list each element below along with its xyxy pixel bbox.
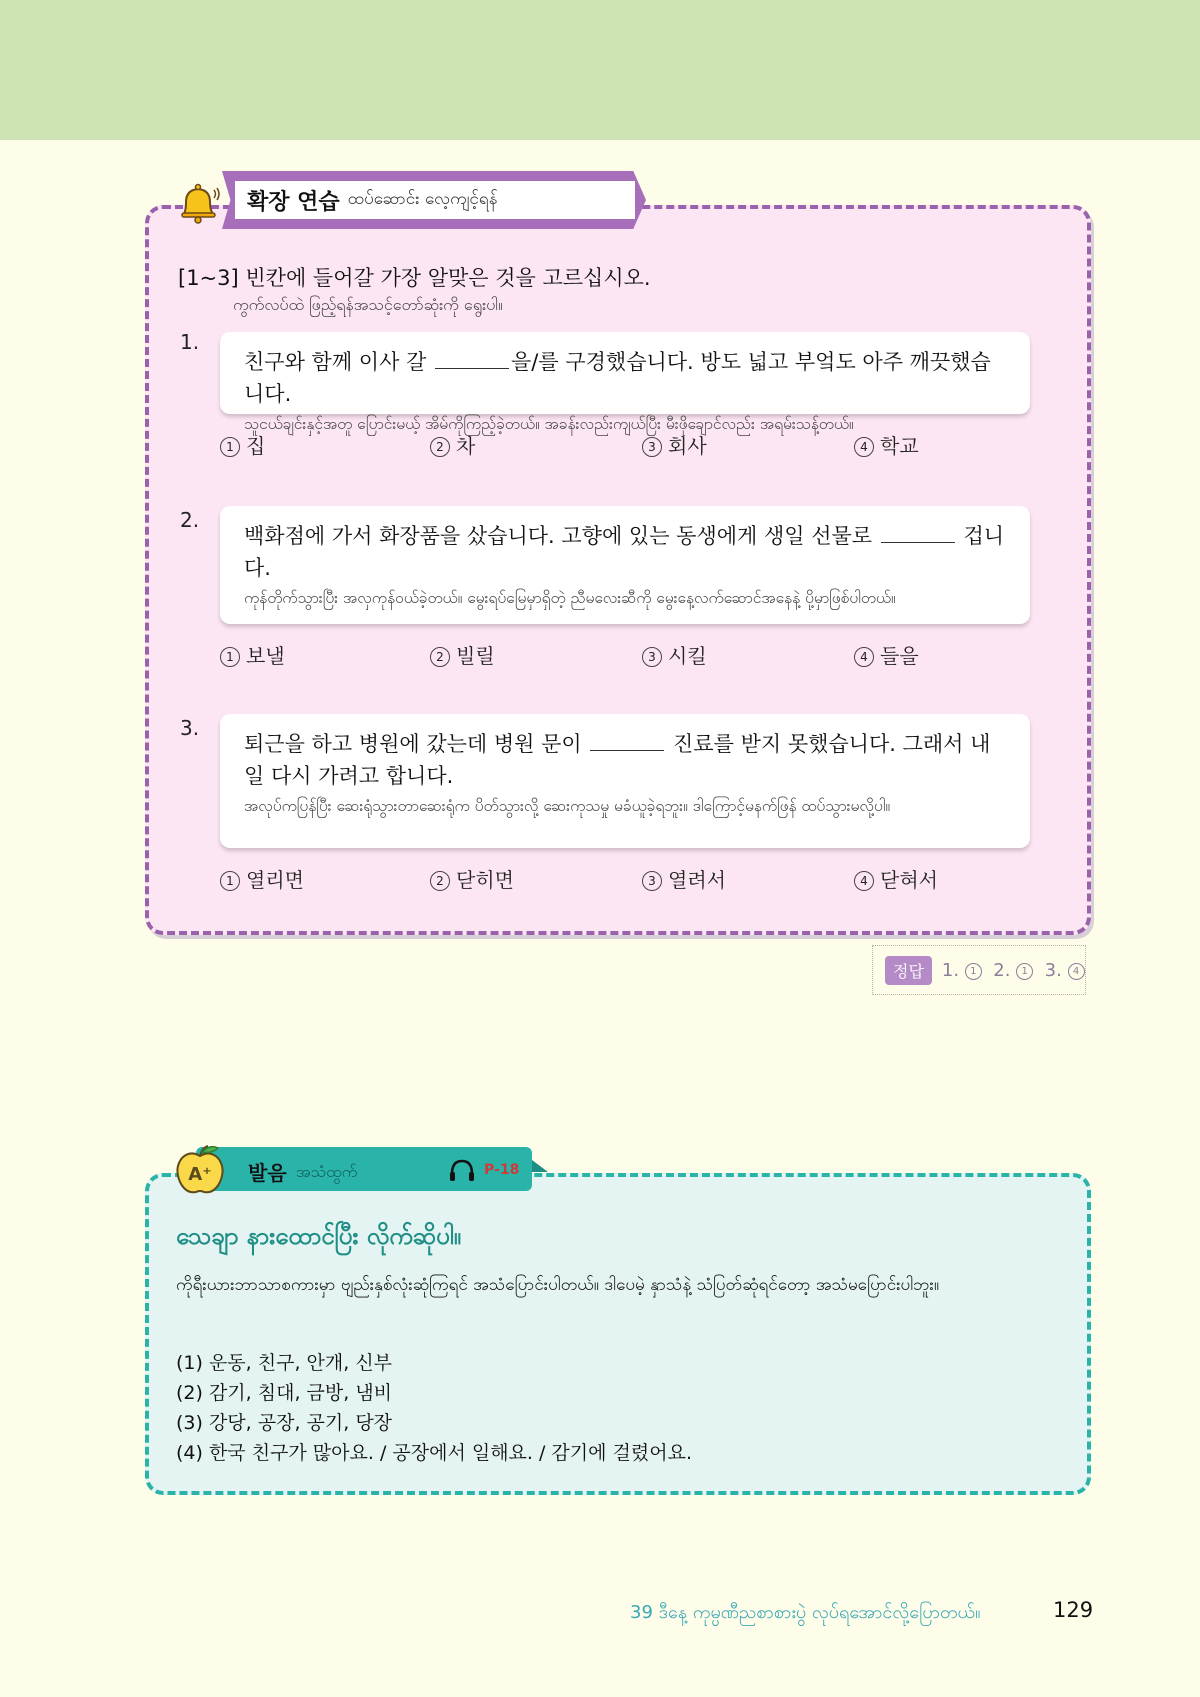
question-1-option-2[interactable]: 2 차 (430, 430, 475, 459)
question-2-option-3[interactable]: 3 시킬 (642, 640, 707, 669)
question-1-number: 1. (180, 330, 200, 354)
pronunciation-item-2: (2) 감기, 침대, 금방, 냄비 (176, 1382, 393, 1404)
audio-track-label[interactable]: P-18 (484, 1162, 520, 1178)
question-1-text-ko: 친구와 함께 이사 갈 을/를 구경했습니다. 방도 넓고 부엌도 아주 깨끗했습니다. (244, 350, 991, 406)
pronunciation-item-3: (3) 강당, 공장, 공기, 당장 (176, 1412, 393, 1434)
question-3-text-ko: 퇴근을 하고 병원에 갔는데 병원 문이 진료를 받지 못했습니다. 그래서 내일 다시 가려고 합니다. (244, 732, 991, 788)
answer-label: 정답 (885, 956, 932, 985)
question-3-option-2[interactable]: 2 닫히면 (430, 864, 514, 893)
pronunciation-item-1: (1) 운동, 친구, 안개, 신부 (176, 1352, 393, 1374)
question-1-card (220, 332, 1030, 433)
page-number: 129 (1053, 1598, 1094, 1622)
question-2-card (220, 506, 1030, 624)
pronunciation-header-my: အသံထွက် (296, 1162, 358, 1181)
question-3-option-3[interactable]: 3 열려서 (642, 864, 726, 893)
pronunciation-list (176, 1348, 692, 1468)
question-2-text-ko: 백화점에 가서 화장품을 샀습니다. 고향에 있는 동생에게 생일 선물로 겁니다. (244, 524, 1005, 580)
question-3-text-my: အလုပ်ကပြန်ပြီး ဆေးရုံသွားတာဆေးရုံက ပိတ်သွားလို့ ဆေးကုသမှု မခံယူခဲ့ရဘူး။ ဒါကြောင့်မနက်ဖြန် ထပ်သွားမလို့ပါ။ (244, 797, 891, 815)
question-3-options (220, 864, 1060, 894)
question-2-options (220, 640, 1060, 670)
question-1-option-1[interactable]: 1 집 (220, 430, 265, 459)
top-color-band (0, 0, 1200, 140)
pronunciation-heading: သေချာ နားထောင်ပြီး လိုက်ဆိုပါ။ (176, 1222, 462, 1250)
answer-values: 1. 1 2. 1 3. 4 (942, 960, 1085, 981)
pronunciation-header-ribbon (196, 1147, 532, 1191)
apple-icon (172, 1142, 228, 1198)
question-1-blank (435, 350, 509, 369)
question-1-options (220, 430, 1060, 460)
instruction-my: ကွက်လပ်ထဲ ဖြည့်ရန်အသင့်တော်ဆုံးကို ရွေးပါ။ (233, 295, 503, 314)
headphones-icon[interactable] (448, 1158, 476, 1182)
pronunciation-header-ko: 발음 (248, 1161, 287, 1185)
bell-icon (176, 180, 222, 226)
question-2-blank (881, 524, 955, 543)
practice-header-my: ထပ်ဆောင်း လေ့ကျင့်ရန် (347, 188, 498, 209)
question-3-card (220, 714, 1030, 848)
pronunciation-description: ကိုရီးယားဘာသာစကားမှာ ဗျည်းနှစ်လုံးဆုံကြရင် အသံပြောင်းပါတယ်။ ဒါပေမဲ့ နှာသံနဲ့ သံပြတ်ဆုံရင်တော့ အသံမပြောင်းပါဘူး။ (176, 1275, 939, 1295)
question-2-number: 2. (180, 508, 200, 532)
question-3-blank (590, 732, 664, 751)
answer-key (872, 945, 1086, 995)
chapter-title-footer: 39 ဒီနေ့ ကုမ္ပဏီညစာစားပွဲ လုပ်ရအောင်လို့ပြောတယ်။ (630, 1602, 981, 1623)
question-2-option-2[interactable]: 2 빌릴 (430, 640, 495, 669)
question-3-option-1[interactable]: 1 열리면 (220, 864, 304, 893)
svg-text:A⁺: A⁺ (188, 1164, 212, 1185)
question-1-option-3[interactable]: 3 회사 (642, 430, 707, 459)
practice-header-ko: 확장 연습 (247, 189, 340, 215)
practice-header (235, 181, 635, 219)
question-2-text-my: ကုန်တိုက်သွားပြီး အလှကုန်ဝယ်ခဲ့တယ်။ မွေးရပ်မြေမှာရှိတဲ့ ညီမလေးဆီကို မွေးနေ့လက်ဆောင်အနေနဲ့ ပို့မှာဖြစ်ပါတယ်။ (244, 589, 896, 607)
question-2-option-4[interactable]: 4 들을 (854, 640, 919, 669)
question-3-number: 3. (180, 716, 200, 740)
question-1-text-my: သူငယ်ချင်းနှင့်အတူ ပြောင်းမယ့် အိမ်ကိုကြည့်ခဲ့တယ်။ အခန်းလည်းကျယ်ပြီး မီးဖိုချောင်လည်း အရမ်းသန့်တယ်။ (244, 415, 854, 433)
instruction-ko: [1~3] 빈칸에 들어갈 가장 알맞은 것을 고르십시오. (178, 266, 651, 290)
pronunciation-item-4: (4) 한국 친구가 많아요. / 공장에서 일해요. / 감기에 걸렸어요. (176, 1442, 692, 1464)
question-3-option-4[interactable]: 4 닫혀서 (854, 864, 938, 893)
pronunciation-ribbon-tail (532, 1160, 548, 1172)
question-2-option-1[interactable]: 1 보낼 (220, 640, 285, 669)
question-1-option-4[interactable]: 4 학교 (854, 430, 919, 459)
